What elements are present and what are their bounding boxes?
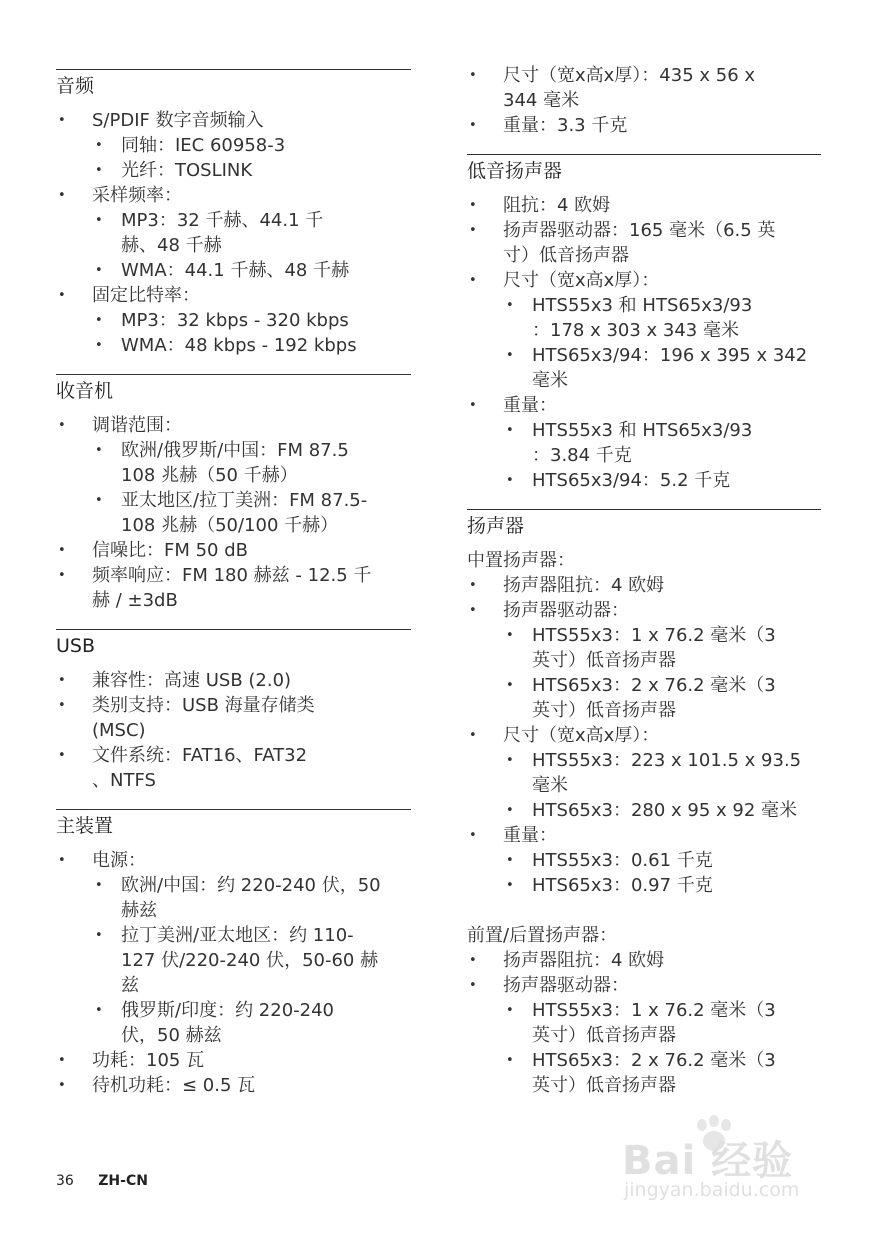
- section-radio: [56, 374, 411, 613]
- section-main-unit: [56, 809, 411, 1098]
- eu-line-1: • 欧洲/俄罗斯/中国：FM 87.5: [121, 440, 349, 461]
- sampling-text: • 采样频率：: [92, 185, 182, 206]
- list-item: [503, 293, 821, 343]
- f-drv-65-line-1: • HTS65x3：2 x 76.2 毫米（3: [532, 1050, 776, 1071]
- list-item: [467, 218, 821, 268]
- power-sublist: [92, 873, 411, 1048]
- c-dim-sublist: [503, 748, 821, 823]
- list-item: [467, 393, 821, 493]
- f-driver-sublist: [503, 998, 821, 1098]
- class-line-1: • 类别支持：USB 海量存储类: [92, 695, 315, 716]
- eu-cn-line-2: 赫兹: [121, 900, 157, 921]
- list-item: • 光纤：TOSLINK: [92, 158, 411, 183]
- ap-line-1: • 亚太地区/拉丁美洲：FM 87.5-: [121, 490, 368, 511]
- list-item: [92, 438, 411, 488]
- sub-driver-line-2: 寸）低音扬声器: [503, 245, 629, 266]
- sub-dim-a-line-1: • HTS55x3 和 HTS65x3/93: [532, 295, 753, 316]
- watermark-brand: Bai 经验: [622, 1138, 794, 1184]
- c-drv-55-line-1: • HTS55x3：1 x 76.2 毫米（3: [532, 625, 776, 646]
- radio-list: [56, 413, 411, 613]
- list-item: • 扬声器阻抗：4 欧姆: [467, 948, 821, 973]
- section-title-usb: USB: [56, 635, 96, 657]
- latam-line-3: 兹: [121, 975, 139, 996]
- list-item: [56, 563, 411, 613]
- power-text: • 电源：: [92, 850, 146, 871]
- tuning-sublist: [92, 438, 411, 538]
- f-drv-55-line-2: 英寸）低音扬声器: [532, 1025, 676, 1046]
- list-item: [92, 998, 411, 1048]
- list-item: • HTS55x3：0.61 千克: [503, 848, 821, 873]
- fs-line-2: 、NTFS: [92, 770, 156, 791]
- list-item: [56, 693, 411, 743]
- section-speakers: [467, 509, 821, 1098]
- section-title-main-unit: 主装置: [56, 815, 114, 837]
- c-driver-sublist: [503, 623, 821, 723]
- section-subwoofer: [467, 154, 821, 493]
- eu-line-2: 108 兆赫（50 千赫）: [121, 465, 298, 486]
- list-item: • HTS65x3：0.97 千克: [503, 873, 821, 898]
- c-drv-65-line-2: 英寸）低音扬声器: [532, 700, 676, 721]
- main-dim-line-1: • 尺寸（宽x高x厚）：435 x 56 x: [503, 65, 756, 86]
- page-footer: [56, 1173, 148, 1189]
- language-code: ZH-CN: [98, 1173, 148, 1189]
- spdif-text: • S/PDIF 数字音频输入: [92, 110, 264, 131]
- center-speaker-heading: 中置扬声器：: [467, 550, 575, 571]
- c-weight-sublist: [503, 848, 821, 898]
- bitrate-sublist: [92, 308, 411, 358]
- mp3-rate-line-1: • MP3：32 千赫、44.1 千: [121, 210, 324, 231]
- main-unit-cont-list: [467, 63, 821, 138]
- list-item: • HTS65x3/94：5.2 千克: [503, 468, 821, 493]
- section-title-audio: 音频: [56, 75, 95, 97]
- eu-cn-line-1: • 欧洲/中国：约 220-240 伏，50: [121, 875, 381, 896]
- section-usb: [56, 629, 411, 793]
- list-item: • 待机功耗：≤ 0.5 瓦: [56, 1073, 411, 1098]
- latam-line-1: • 拉丁美洲/亚太地区：约 110-: [121, 925, 354, 946]
- ap-line-2: 108 兆赫（50/100 千赫）: [121, 515, 339, 536]
- c-drv-55-line-2: 英寸）低音扬声器: [532, 650, 676, 671]
- watermark-url: jingyan.baidu.com: [624, 1179, 800, 1201]
- latam-line-2: 127 伏/220-240 伏，50-60 赫: [121, 950, 379, 971]
- list-item: • 功耗：105 瓦: [56, 1048, 411, 1073]
- list-item: • 扬声器阻抗：4 欧姆: [467, 573, 821, 598]
- section-title-speakers: 扬声器: [467, 515, 525, 537]
- sub-weight-text: • 重量：: [503, 395, 557, 416]
- list-item: [467, 63, 821, 113]
- front-rear-speaker-heading: 前置/后置扬声器：: [467, 925, 618, 946]
- list-item: • WMA：48 kbps - 192 kbps: [92, 333, 411, 358]
- list-item: [56, 848, 411, 1048]
- list-item: [503, 998, 821, 1048]
- bitrate-text: • 固定比特率：: [92, 285, 200, 306]
- list-item: [56, 183, 411, 283]
- ru-in-line-2: 伏，50 赫兹: [121, 1025, 222, 1046]
- sub-driver-line-1: • 扬声器驱动器：165 毫米（6.5 英: [503, 220, 776, 241]
- f-driver-text: • 扬声器驱动器：: [503, 975, 629, 996]
- list-item: • HTS65x3：280 x 95 x 92 毫米: [503, 798, 821, 823]
- sub-weight-a-line-1: • HTS55x3 和 HTS65x3/93: [532, 420, 753, 441]
- sampling-sublist: [92, 208, 411, 283]
- sub-dim-b-line-1: • HTS65x3/94：196 x 395 x 342: [532, 345, 808, 366]
- list-item: [56, 283, 411, 358]
- spdif-sublist: [92, 133, 411, 183]
- section-title-radio: 收音机: [56, 380, 114, 402]
- c-drv-65-line-1: • HTS65x3：2 x 76.2 毫米（3: [532, 675, 776, 696]
- audio-list: [56, 108, 411, 358]
- sub-dim-a-line-2: ：178 x 303 x 343 毫米: [532, 320, 739, 341]
- c-dim-55-line-1: • HTS55x3：223 x 101.5 x 93.5: [532, 750, 802, 771]
- section-audio: [56, 69, 411, 358]
- section-title-subwoofer: 低音扬声器: [467, 160, 563, 182]
- list-item: • 兼容性：高速 USB (2.0): [56, 668, 411, 693]
- main-unit-list: [56, 848, 411, 1098]
- baidu-watermark: [618, 1115, 823, 1205]
- list-item: [467, 723, 821, 823]
- list-item: [467, 823, 821, 898]
- class-line-2: (MSC): [92, 720, 146, 741]
- sub-weight-sublist: [503, 418, 821, 493]
- list-item: [92, 923, 411, 998]
- sub-dim-b-line-2: 毫米: [532, 370, 568, 391]
- list-item: [92, 208, 411, 258]
- list-item: [92, 488, 411, 538]
- list-item: • 信噪比：FM 50 dB: [56, 538, 411, 563]
- list-item: [503, 748, 821, 798]
- list-item: • MP3：32 kbps - 320 kbps: [92, 308, 411, 333]
- list-item: [503, 1048, 821, 1098]
- list-item: • 阻抗：4 欧姆: [467, 193, 821, 218]
- c-dim-text: • 尺寸（宽x高x厚）：: [503, 725, 660, 746]
- c-weight-text: • 重量：: [503, 825, 557, 846]
- list-item: • 重量：3.3 千克: [467, 113, 821, 138]
- list-item: [503, 343, 821, 393]
- usb-list: [56, 668, 411, 793]
- list-item: [503, 623, 821, 673]
- right-column: [467, 0, 821, 1098]
- list-item: [56, 743, 411, 793]
- front-rear-speaker-list: [467, 948, 821, 1098]
- list-item: • WMA：44.1 千赫、48 千赫: [92, 258, 411, 283]
- main-dim-line-2: 344 毫米: [503, 90, 580, 111]
- sub-weight-a-line-2: ：3.84 千克: [532, 445, 632, 466]
- f-drv-55-line-1: • HTS55x3：1 x 76.2 毫米（3: [532, 1000, 776, 1021]
- list-item: [92, 873, 411, 923]
- list-item: [503, 673, 821, 723]
- fs-line-1: • 文件系统：FAT16、FAT32: [92, 745, 308, 766]
- ru-in-line-1: • 俄罗斯/印度：约 220-240: [121, 1000, 334, 1021]
- page-number: 36: [56, 1173, 74, 1189]
- list-item: • 同轴：IEC 60958-3: [92, 133, 411, 158]
- list-item: [56, 413, 411, 538]
- c-driver-text: • 扬声器驱动器：: [503, 600, 629, 621]
- list-item: [467, 268, 821, 393]
- c-dim-55-line-2: 毫米: [532, 775, 568, 796]
- left-column: [56, 0, 411, 1098]
- list-item: [503, 418, 821, 468]
- freq-line-1: • 频率响应：FM 180 赫兹 - 12.5 千: [92, 565, 372, 586]
- sub-dim-sublist: [503, 293, 821, 393]
- freq-line-2: 赫 / ±3dB: [92, 590, 178, 611]
- list-item: [467, 598, 821, 723]
- center-speaker-list: [467, 573, 821, 898]
- list-item: [56, 108, 411, 183]
- subwoofer-list: [467, 193, 821, 493]
- list-item: [467, 973, 821, 1098]
- f-drv-65-line-2: 英寸）低音扬声器: [532, 1075, 676, 1096]
- mp3-rate-line-2: 赫、48 千赫: [121, 235, 222, 256]
- sub-dim-text: • 尺寸（宽x高x厚）：: [503, 270, 660, 291]
- tuning-text: • 调谐范围：: [92, 415, 182, 436]
